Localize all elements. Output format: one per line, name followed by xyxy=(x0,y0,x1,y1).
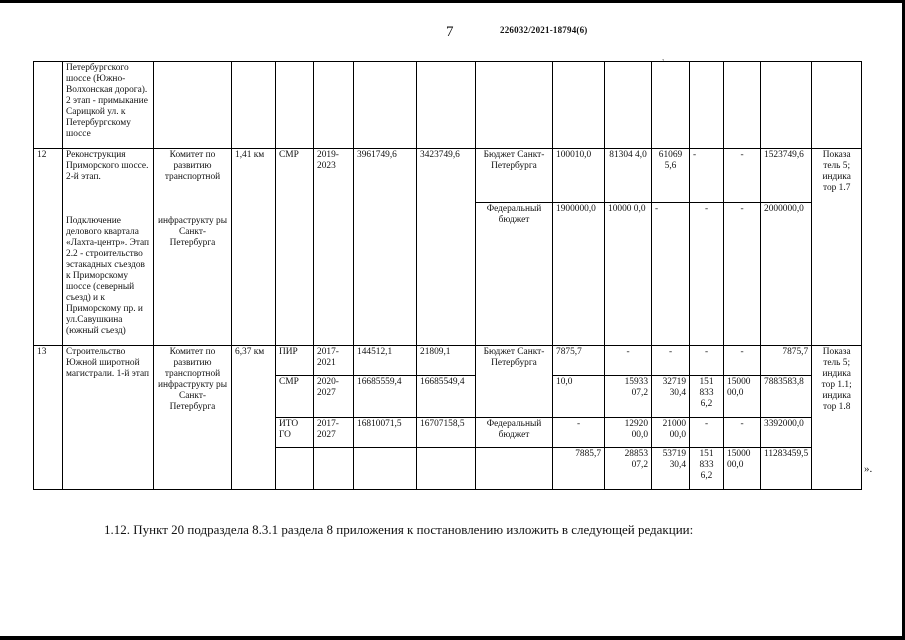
object-name: Петербургского шоссе (Южно-Волхонская дорога). 2 этап - примыкание Сарицкой ул. к Петербургскому шоссе xyxy=(63,62,154,149)
executor: Комитет по развитию транспортной инфраструкту ры Санкт-Петербурга xyxy=(154,346,232,490)
remaining-cost: 21809,1 xyxy=(417,346,476,376)
budget-value: 61069 5,6 xyxy=(652,149,690,203)
budget-total: 3392000,0 xyxy=(761,418,812,448)
cost: 16685559,4 xyxy=(354,376,417,418)
cost: 3961749,6 xyxy=(354,149,417,346)
budget-value: 32719 30,4 xyxy=(652,376,690,418)
scan-border-top xyxy=(0,0,905,3)
budget-value: 15000 00,0 xyxy=(724,376,761,418)
period: 2019-2023 xyxy=(314,149,354,346)
work-type: СМР xyxy=(276,376,314,418)
budget-value: 151 833 6,2 xyxy=(690,376,724,418)
budget-total: 7875,7 xyxy=(761,346,812,376)
work-type: ПИР xyxy=(276,346,314,376)
budget-value: - xyxy=(605,346,652,376)
work-type: ИТО ГО xyxy=(276,418,314,448)
amendment-paragraph: 1.12. Пункт 20 подраздела 8.3.1 раздела 8 приложения к постановлению изложить в следующей редакции: xyxy=(104,522,694,537)
table-row-prev xyxy=(34,62,862,149)
object-name: Реконструкция Приморского шоссе. 2-й этап. Подключение делового квартала «Лахта-центр». Этап 2.2 - строительство эстакадных съездов к Приморскому шоссе (северный съезд) и к Приморскому пр. и ул.Савушкина (южный съезд) xyxy=(63,149,154,346)
cost: 16810071,5 xyxy=(354,418,417,448)
budget-source: Федеральный бюджет xyxy=(476,418,553,448)
budget-value: - xyxy=(652,346,690,376)
period: 2017-2021 xyxy=(314,346,354,376)
budget-value: - xyxy=(724,418,761,448)
budget-value: 28853 07,2 xyxy=(605,448,652,490)
budget-value: - xyxy=(690,149,724,203)
indicator: Показа тель 5; индика тор 1.1; индика тор 1.8 xyxy=(812,346,862,490)
table-row-13 xyxy=(34,346,862,376)
length: 6,37 км xyxy=(232,346,276,490)
row-number: 12 xyxy=(34,149,63,346)
work-type: СМР xyxy=(276,149,314,346)
budget-source: Бюджет Санкт-Петербурга xyxy=(476,149,553,203)
budget-total: 7883583,8 xyxy=(761,376,812,418)
budget-value: 15000 00,0 xyxy=(724,448,761,490)
budget-value: - xyxy=(652,203,690,346)
budget-value: 12920 00,0 xyxy=(605,418,652,448)
budget-value: - xyxy=(724,149,761,203)
remaining-cost: 16685549,4 xyxy=(417,376,476,418)
budget-value: - xyxy=(690,346,724,376)
budget-value: 1900000,0 xyxy=(553,203,605,346)
budget-value: - xyxy=(724,346,761,376)
budget-total: 1523749,6 xyxy=(761,149,812,203)
period: 2020-2027 xyxy=(314,376,354,418)
remaining-cost: 3423749,6 xyxy=(417,149,476,346)
length: 1,41 км xyxy=(232,149,276,346)
budget-value: 151 833 6,2 xyxy=(690,448,724,490)
budget-value: - xyxy=(690,418,724,448)
budget-total: 2000000,0 xyxy=(761,203,812,346)
period: 2017-2027 xyxy=(314,418,354,448)
row-number: 13 xyxy=(34,346,63,490)
budget-value: 10000 0,0 xyxy=(605,203,652,346)
stray-mark: , xyxy=(662,52,665,62)
budget-value: 7875,7 xyxy=(553,346,605,376)
budget-value: 15933 07,2 xyxy=(605,376,652,418)
budget-value: 10,0 xyxy=(553,376,605,418)
budget-value: 53719 30,4 xyxy=(652,448,690,490)
budget-value: - xyxy=(553,418,605,448)
remaining-cost: 16707158,5 xyxy=(417,418,476,448)
budget-value: 81304 4,0 xyxy=(605,149,652,203)
executor: Комитет по развитию транспортной инфраструкту ры Санкт-Петербурга xyxy=(154,149,232,346)
object-name: Строительство Южной широтной магистрали. 1-й этап xyxy=(63,346,154,490)
budget-value: 7885,7 xyxy=(553,448,605,490)
budget-source: Федеральный бюджет xyxy=(476,203,553,346)
table-row-12 xyxy=(34,149,862,203)
program-table xyxy=(33,61,862,490)
budget-total: 11283459,5 xyxy=(761,448,812,490)
cost: 144512,1 xyxy=(354,346,417,376)
budget-value: - xyxy=(724,203,761,346)
page-number: 7 xyxy=(446,24,454,40)
budget-value: - xyxy=(690,203,724,346)
scan-border-bottom xyxy=(0,636,905,640)
document-number: 226032/2021-18794(6) xyxy=(500,25,588,35)
budget-source: Бюджет Санкт-Петербурга xyxy=(476,346,553,418)
budget-value: 21000 00,0 xyxy=(652,418,690,448)
budget-value: 100010,0 xyxy=(553,149,605,203)
indicator: Показа тель 5; индика тор 1.7 xyxy=(812,149,862,346)
closing-quote: ». xyxy=(864,463,873,475)
